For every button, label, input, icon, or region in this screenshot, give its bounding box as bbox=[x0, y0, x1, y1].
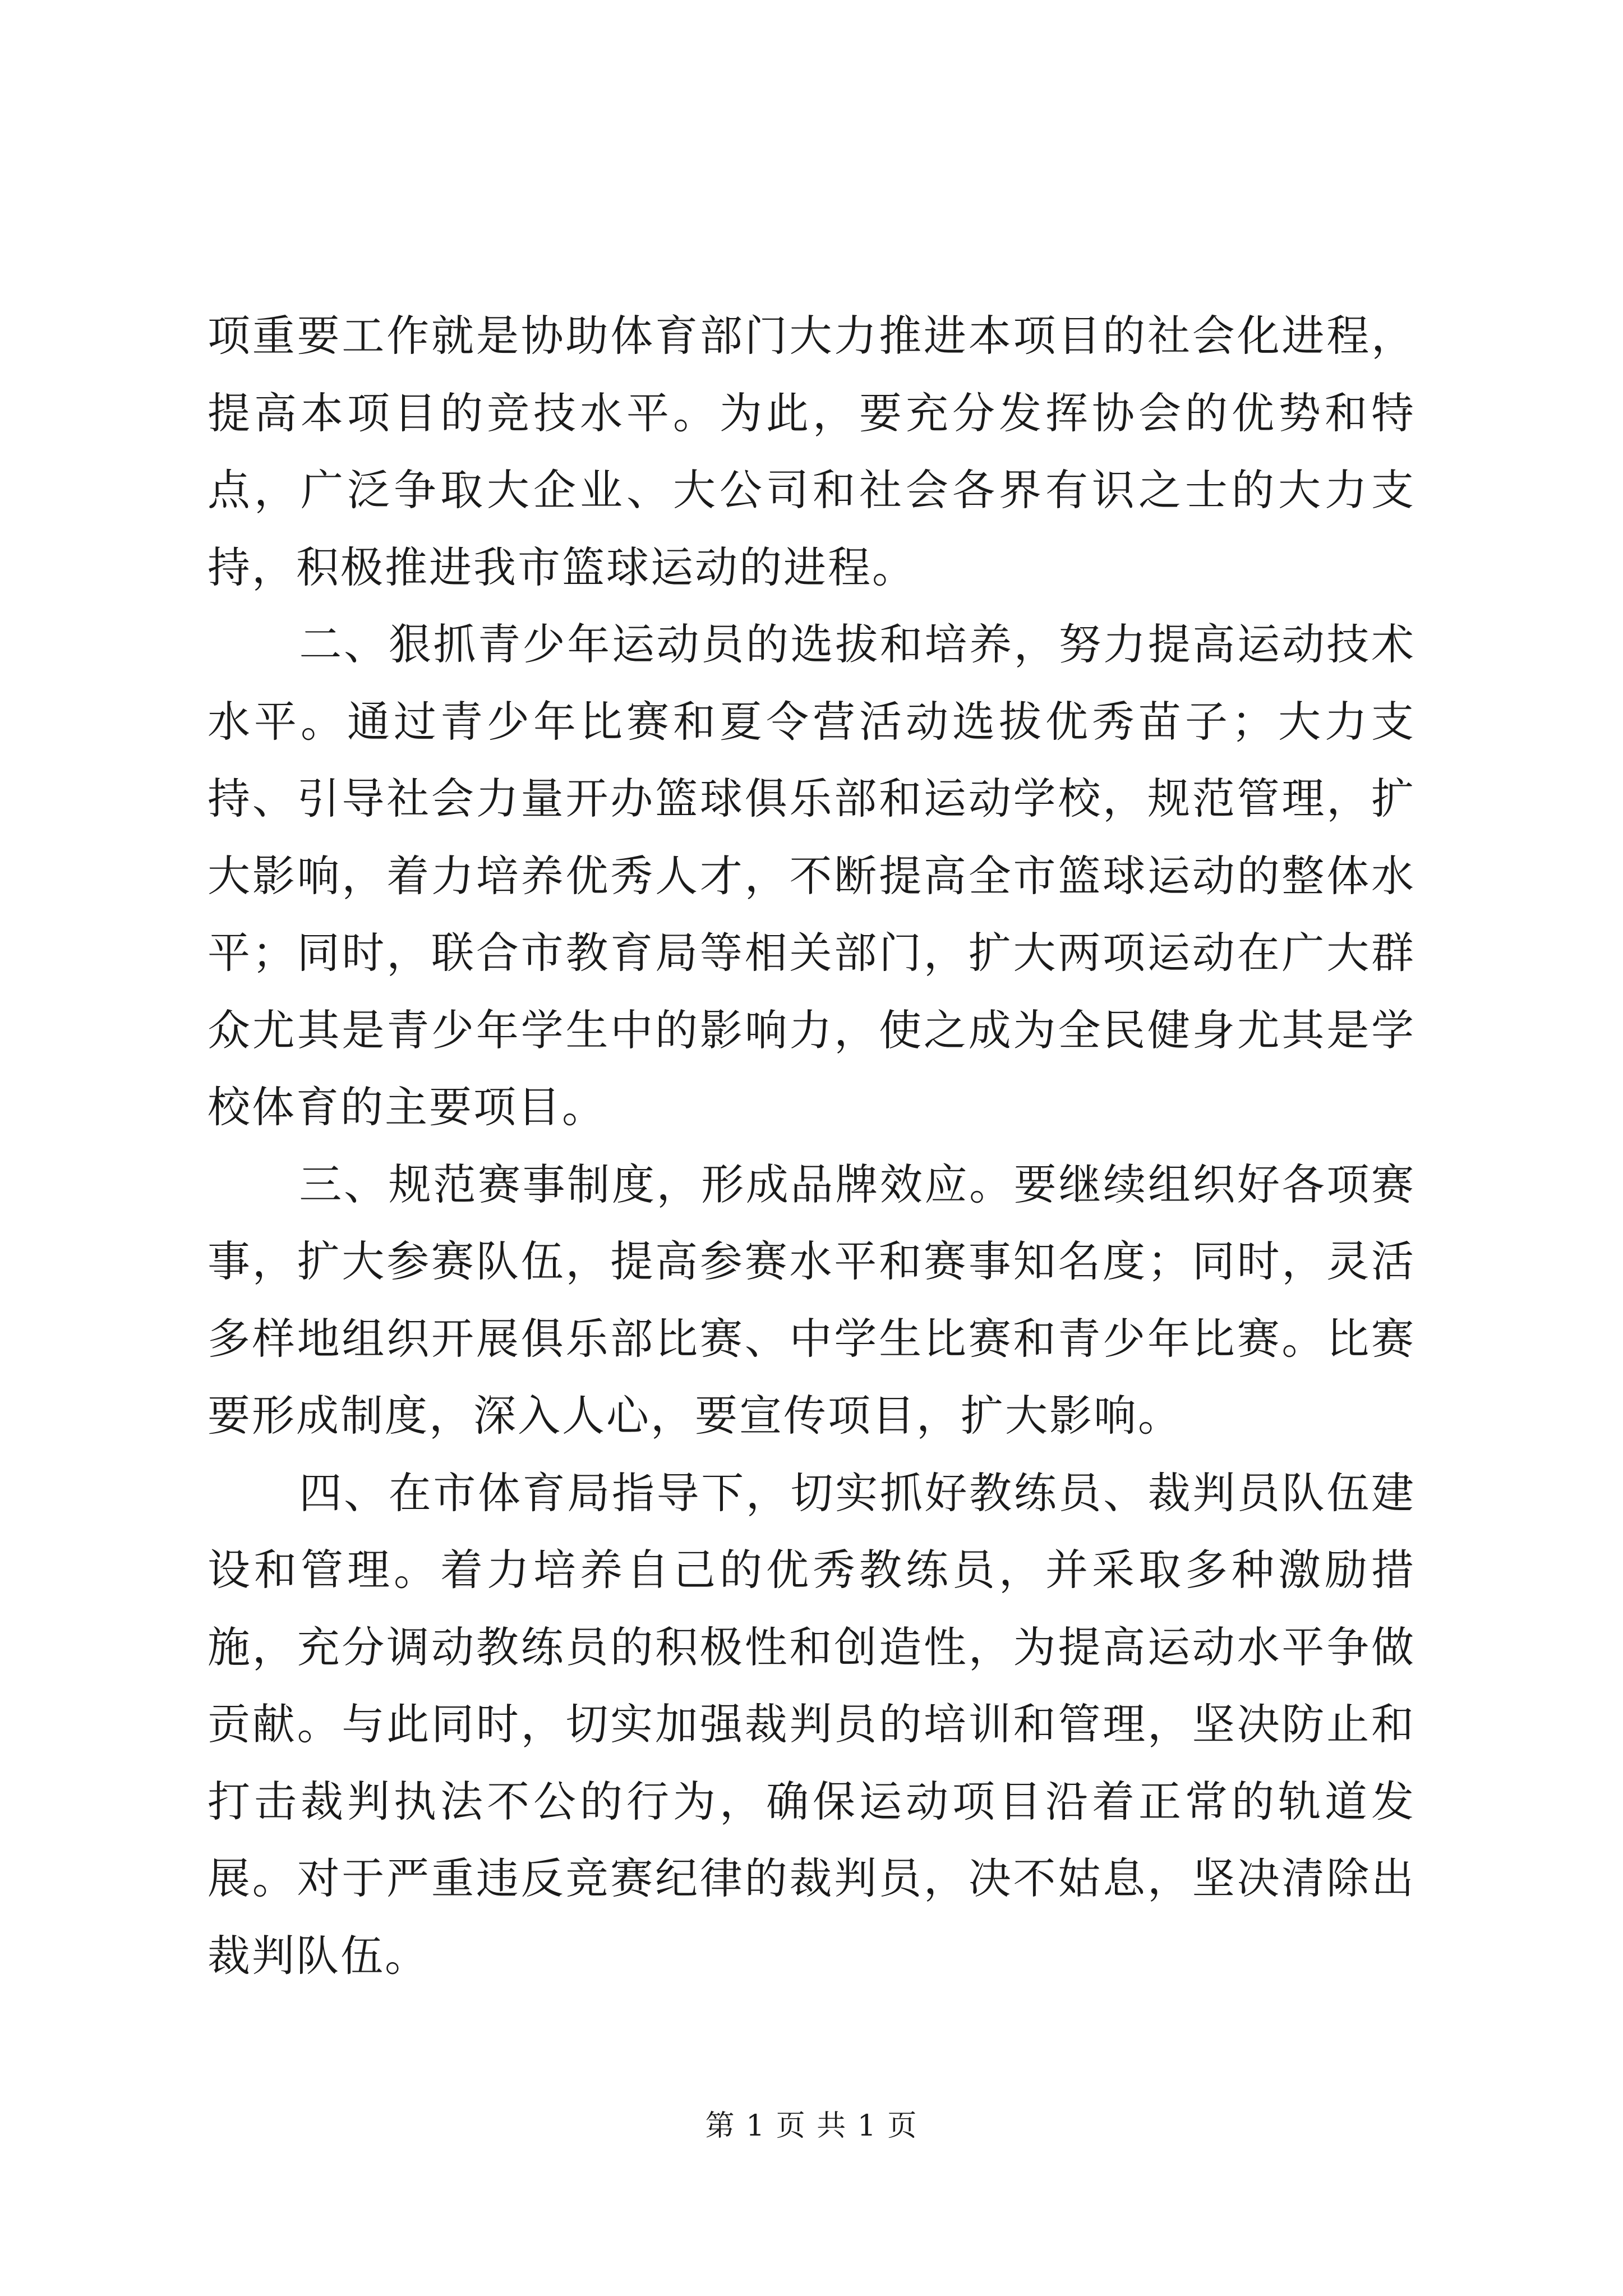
paragraph-section-3: 三、规范赛事制度，形成品牌效应。要继续组织好各项赛事，扩大参赛队伍，提高参赛水平和赛事知名度；同时，灵活多样地组织开展俱乐部比赛、中学生比赛和青少年比赛。比赛要形成制度，深入人心，要宣传项目，扩大影响。 bbox=[208, 1159, 1415, 1441]
paragraph-continuation: 项重要工作就是协助体育部门大力推进本项目的社会化进程，提高本项目的竞技水平。为此，要充分发挥协会的优势和特点，广泛争取大企业、大公司和社会各界有识之士的大力支持，积极推进我市篮球运动的进程。 bbox=[208, 311, 1415, 592]
page-number-footer: 第 1 页 共 1 页 bbox=[705, 2109, 918, 2143]
document-body bbox=[208, 297, 1415, 1994]
paragraph-section-4: 四、在市体育局指导下，切实抓好教练员、裁判员队伍建设和管理。着力培养自己的优秀教练员，并采取多种激励措施，充分调动教练员的积极性和创造性，为提高运动水平争做贡献。与此同时，切实加强裁判员的培训和管理，坚决防止和打击裁判执法不公的行为，确保运动项目沿着正常的轨道发展。对于严重违反竞赛纪律的裁判员，决不姑息，坚决清除出裁判队伍。 bbox=[208, 1467, 1415, 1981]
paragraph-section-2: 二、狠抓青少年运动员的选拔和培养，努力提高运动技术水平。通过青少年比赛和夏令营活动选拔优秀苗子；大力支持、引导社会力量开办篮球俱乐部和运动学校，规范管理，扩大影响，着力培养优秀人才，不断提高全市篮球运动的整体水平；同时，联合市教育局等相关部门，扩大两项运动在广大群众尤其是青少年学生中的影响力，使之成为全民健身尤其是学校体育的主要项目。 bbox=[208, 619, 1415, 1132]
